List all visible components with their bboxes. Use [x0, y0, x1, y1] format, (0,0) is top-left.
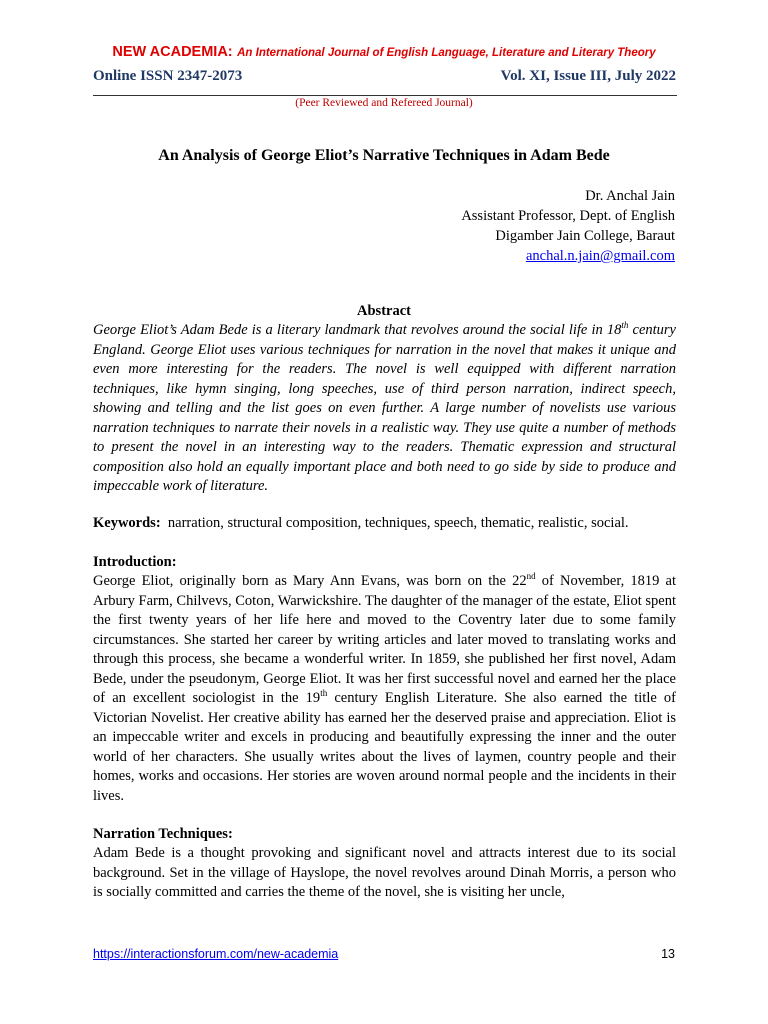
introduction-text-part2: of November, 1819 at Arbury Farm, Chilvevs, Coton, Warwickshire. The daughter of the manager of the estate, Eliot spent the first twenty years of her life here and moved to the Coventry later due to some family circumstances. She started her career by writing articles and later moved to translating works and through this process, she became a wonderful writer. In 1859, she published her first novel, Adam Bede, under the pseudonym, George Eliot. It was her first successful novel and earned her the place of an excellent sociologist in the 19	[93, 573, 676, 706]
abstract-superscript: th	[621, 320, 629, 331]
abstract-text-part2: century England. George Eliot uses various techniques for narration in the novel that makes it unique and even more interesting for the readers. The novel is well equipped with different narration techniques, like hymn singing, long speeches, use of third person narration, indirect speech, showing and telling and the list goes on even further. A large number of novelists use various narration techniques to narrate their novels in a realistic way. They use quite a number of methods to present the novel in an interesting way to the readers. Thematic expression and structural composition also hold an equally important place and both need to go side by side to produce and impeccable work of literature.	[93, 322, 676, 494]
introduction-superscript-1: nd	[526, 571, 536, 582]
author-block	[461, 186, 675, 266]
author-position: Assistant Professor, Dept. of English	[461, 208, 675, 224]
peer-review-note: (Peer Reviewed and Refereed Journal)	[295, 97, 473, 109]
introduction-text	[93, 572, 676, 806]
narration-heading: Narration Techniques:	[93, 826, 233, 842]
journal-name: NEW ACADEMIA:	[112, 44, 233, 60]
issn: Online ISSN 2347-2073	[93, 68, 243, 84]
narration-text: Adam Bede is a thought provoking and significant novel and attracts interest due to its social background. Set in the village of Hayslope, the novel revolves around Dinah Morris, a person who is socially committed and carries the theme of the novel, she is visiting her uncle,	[93, 845, 676, 900]
paper-title: An Analysis of George Eliot’s Narrative Techniques in Adam Bede	[158, 147, 610, 164]
author-name: Dr. Anchal Jain	[585, 188, 675, 204]
introduction-superscript-2: th	[320, 688, 328, 699]
keywords-label: Keywords:	[93, 515, 161, 531]
issue-info: Vol. XI, Issue III, July 2022	[500, 68, 676, 84]
page-number: 13	[661, 947, 675, 961]
abstract-heading: Abstract	[357, 303, 411, 319]
keywords-text: narration, structural composition, techniques, speech, thematic, realistic, social.	[167, 515, 629, 531]
journal-header	[0, 43, 768, 61]
journal-tagline: An International Journal of English Language, Literature and Literary Theory	[237, 47, 656, 59]
introduction-text-part1: George Eliot, originally born as Mary Ann Evans, was born on the 22	[93, 573, 527, 589]
abstract-text-part1: George Eliot’s Adam Bede is a literary landmark that revolves around the social life in 18	[93, 322, 622, 338]
keywords	[93, 514, 676, 534]
author-email-link[interactable]: anchal.n.jain@gmail.com	[525, 248, 675, 264]
introduction-heading: Introduction:	[93, 554, 177, 570]
footer-url-link[interactable]: https://interactionsforum.com/new-academia	[93, 947, 339, 961]
abstract-text	[93, 321, 676, 497]
issue-row	[93, 68, 676, 85]
introduction-text-part3: century English Literature. She also earned the title of Victorian Novelist. Her creative ability has earned her the deserved praise and appreciation. Eliot is an impeccable writer and excels in producing and beautifully expressing the inner and the outer world of her characters. She usually writes about the lives of laymen, country people and their homes, works and occasions. Her stories are woven around normal people and the incidents in their lives.	[93, 690, 677, 804]
header-rule	[93, 95, 677, 96]
author-college: Digamber Jain College, Baraut	[495, 228, 675, 244]
